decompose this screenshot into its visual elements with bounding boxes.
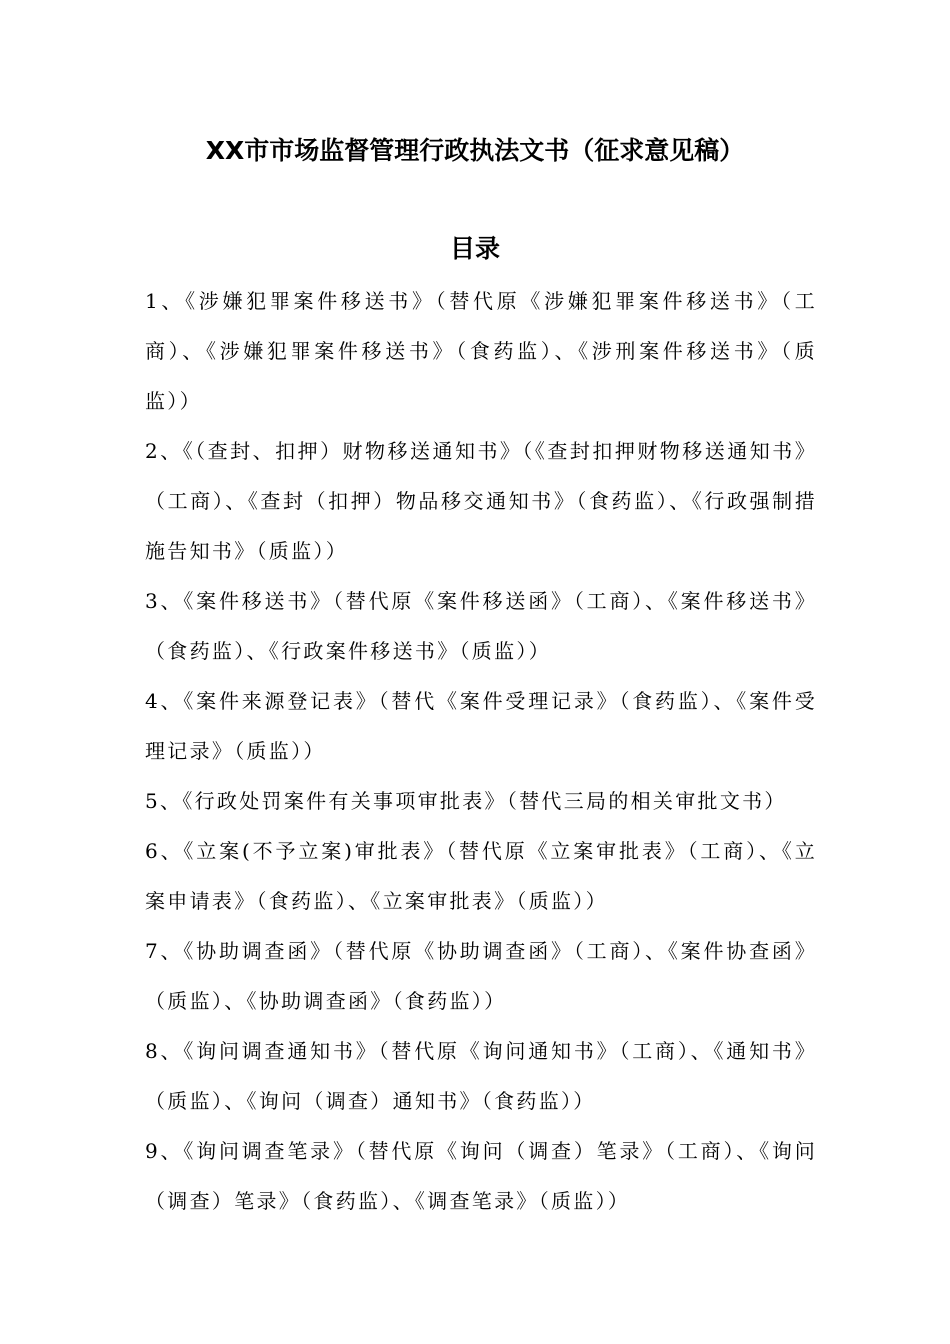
toc-item-3: 3、《案件移送书》（替代原《案件移送函》（工商）、《案件移送书》（食药监）、《行政案件移送书》（质监））	[145, 589, 817, 663]
toc-item-4: 4、《案件来源登记表》（替代《案件受理记录》（食药监）、《案件受理记录》（质监））	[145, 689, 817, 763]
toc-item-6: 6、《立案(不予立案)审批表》（替代原《立案审批表》（工商）、《立案申请表》（食药监）、《立案审批表》（质监））	[145, 839, 817, 913]
toc-item-1: 1、《涉嫌犯罪案件移送书》（替代原《涉嫌犯罪案件移送书》（工商）、《涉嫌犯罪案件移送书》（食药监）、《涉刑案件移送书》（质监））	[145, 289, 817, 413]
toc-item-5: 5、《行政处罚案件有关事项审批表》（替代三局的相关审批文书）	[145, 789, 787, 813]
toc-item-7: 7、《协助调查函》（替代原《协助调查函》（工商）、《案件协查函》（质监）、《协助调查函》（食药监））	[145, 939, 817, 1013]
document-title: XX市市场监督管理行政执法文书（征求意见稿）	[205, 136, 745, 165]
toc-item-2: 2、《（查封、扣押）财物移送通知书》（《查封扣押财物移送通知书》（工商）、《查封（扣押）物品移交通知书》（食药监）、《行政强制措施告知书》（质监））	[145, 439, 817, 563]
toc-item-8: 8、《询问调查通知书》（替代原《询问通知书》（工商）、《通知书》（质监）、《询问（调查）通知书》（食药监））	[145, 1039, 817, 1113]
toc-heading: 目录	[449, 234, 500, 263]
toc-item-9: 9、《询问调查笔录》（替代原《询问（调查）笔录》（工商）、《询问（调查）笔录》（食药监）、《调查笔录》（质监））	[145, 1139, 817, 1213]
toc-list	[145, 276, 817, 1226]
